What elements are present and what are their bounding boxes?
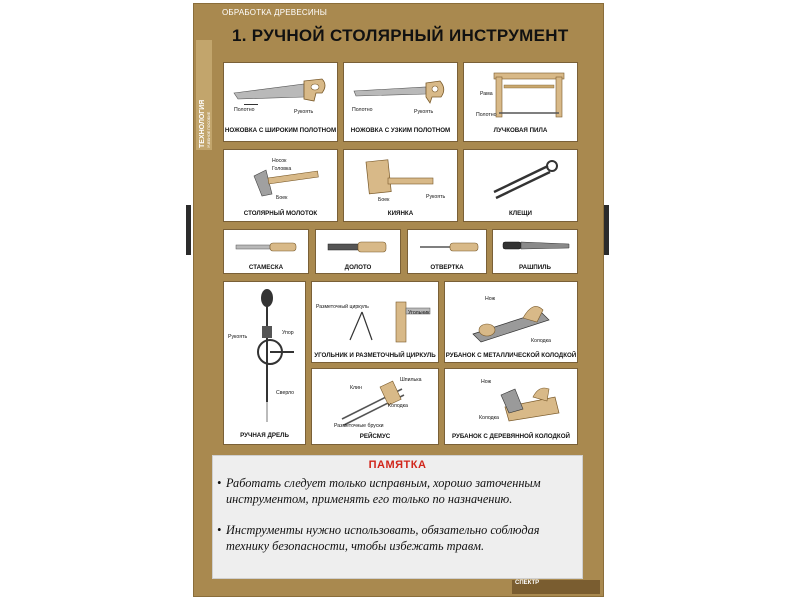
bullet: •: [217, 523, 222, 537]
label-head: Головка: [272, 166, 292, 172]
label-body: Колодка: [388, 403, 408, 409]
card-square-compass: [311, 281, 439, 363]
memo-item-text: Работать следует только исправным, хорошо заточенным инструментом, применять его только по назначению.: [226, 476, 541, 506]
label-handle: Рукоять: [228, 334, 248, 340]
label-blade: Нож: [481, 379, 492, 385]
caption-hand-drill: РУЧНАЯ ДРЕЛЬ: [240, 432, 289, 439]
poster-title: 1. РУЧНОЙ СТОЛЯРНЫЙ ИНСТРУМЕНТ: [232, 26, 569, 45]
memo-box: [212, 455, 583, 579]
hanger-shadow-right: [604, 205, 609, 255]
label-frame: Рама: [480, 91, 493, 97]
caption-handsaw-wide: НОЖОВКА С ШИРОКИМ ПОЛОТНОМ: [224, 127, 337, 134]
label-bit: Сверло: [276, 390, 295, 396]
memo-item-text: Инструменты нужно использовать, обязательно соблюдая технику безопасности, чтобы избежать травм.: [226, 523, 540, 553]
label-square: Угольник: [408, 310, 430, 316]
caption-square-compass: УГОЛЬНИК И РАЗМЕТОЧНЫЙ ЦИРКУЛЬ: [314, 352, 436, 359]
label-bars: Разметочные бруски: [334, 423, 384, 429]
pointer-line: [244, 104, 258, 105]
card-chisel: [223, 229, 309, 274]
label-face: Боек: [276, 195, 288, 201]
card-mallet: [343, 149, 458, 222]
memo-title: ПАМЯТКА: [368, 459, 427, 471]
card-marking-gauge: [311, 368, 439, 445]
caption-handsaw-narrow: НОЖОВКА С УЗКИМ ПОЛОТНОМ: [350, 127, 451, 134]
hand-drill-illustration: [224, 282, 307, 446]
card-mortise-chisel: [315, 229, 401, 274]
label-face: Боек: [378, 197, 390, 203]
label-nose: Носок: [272, 158, 287, 164]
series-label: ОБРАБОТКА ДРЕВЕСИНЫ: [222, 8, 328, 17]
label-compass: Разметочный циркуль: [316, 304, 369, 310]
caption-hammer: СТОЛЯРНЫЙ МОЛОТОК: [243, 210, 318, 217]
card-hand-drill: [223, 281, 306, 445]
label-blade: Полотно: [352, 107, 373, 113]
label-body: Колодка: [531, 338, 551, 344]
card-hammer: [223, 149, 338, 222]
card-pincers: [463, 149, 578, 222]
caption-bow-saw: ЛУЧКОВАЯ ПИЛА: [493, 127, 548, 134]
bullet: •: [217, 476, 222, 490]
side-label-title: ТЕХНОЛОГИЯ: [199, 99, 206, 148]
caption-marking-gauge: РЕЙСМУС: [359, 433, 391, 440]
card-handsaw-wide: [223, 62, 338, 142]
caption-mortise-chisel: ДОЛОТО: [344, 264, 372, 271]
label-stop: Упор: [282, 330, 294, 336]
label-handle: Рукоять: [426, 194, 446, 200]
card-bow-saw: [463, 62, 578, 142]
label-pin: Шпилька: [400, 377, 422, 383]
memo-item: [217, 476, 576, 507]
label-blade: Полотно: [476, 112, 497, 118]
memo-item: [217, 523, 576, 554]
hanger-shadow-left: [186, 205, 191, 255]
caption-metal-plane: РУБАНОК С МЕТАЛЛИЧЕСКОЙ КОЛОДКОЙ: [445, 352, 577, 359]
side-label-subtitle: УЧЕБНОЕ ПОСОБИЕ: [207, 111, 211, 148]
card-rasp: [492, 229, 578, 274]
card-handsaw-narrow: [343, 62, 458, 142]
label-handle: Рукоять: [414, 109, 434, 115]
card-metal-plane: [444, 281, 578, 363]
card-wood-plane: [444, 368, 578, 445]
caption-mallet: КИЯНКА: [387, 210, 414, 217]
card-screwdriver: [407, 229, 487, 274]
label-body: Колодка: [479, 415, 499, 421]
side-label: [196, 40, 212, 150]
caption-chisel: СТАМЕСКА: [248, 264, 284, 271]
caption-screwdriver: ОТВЕРТКА: [430, 264, 464, 271]
label-blade: Нож: [485, 296, 496, 302]
caption-wood-plane: РУБАНОК С ДЕРЕВЯННОЙ КОЛОДКОЙ: [452, 433, 570, 440]
label-handle: Рукоять: [294, 109, 314, 115]
publisher-logo: СПЕКТР: [515, 580, 540, 586]
label-blade: Полотно: [234, 107, 255, 113]
label-wedge: Клин: [350, 385, 362, 391]
caption-rasp: РАШПИЛЬ: [519, 264, 551, 271]
caption-pincers: КЛЕЩИ: [509, 210, 532, 217]
